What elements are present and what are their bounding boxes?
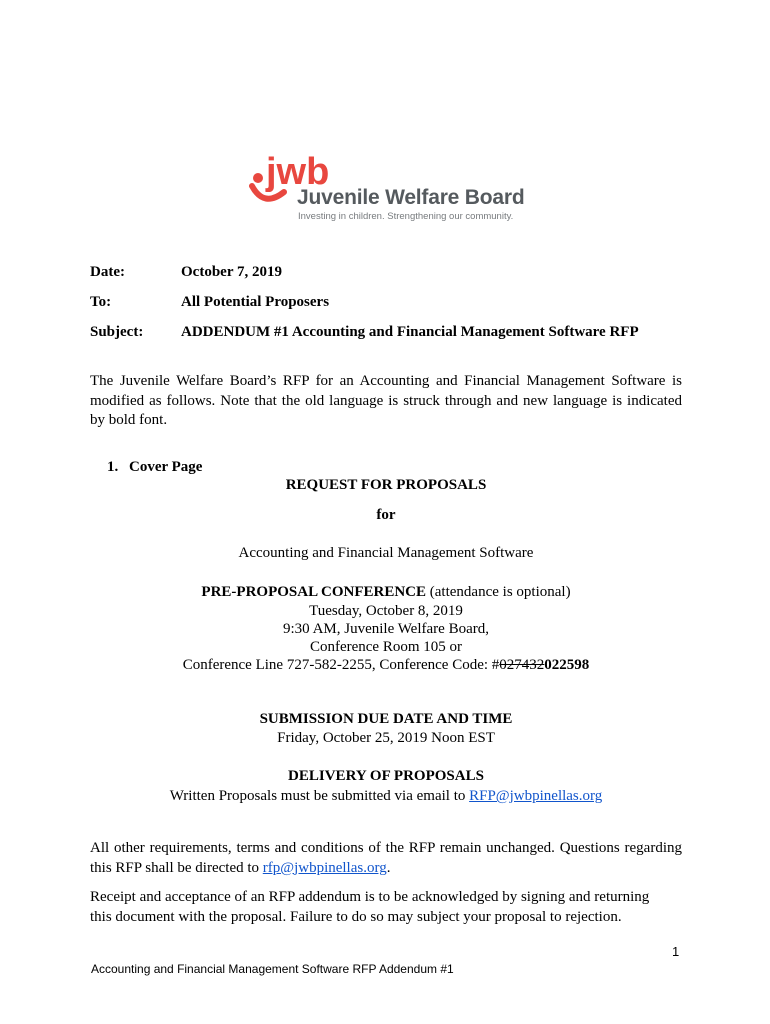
software-name: Accounting and Financial Management Software [238, 545, 534, 561]
subject-label: Subject: [90, 324, 144, 340]
conference-line-prefix: Conference Line 727-582-2255, Conference Code: # [182, 657, 500, 673]
intro-line: by bold font. [90, 412, 168, 428]
closing-line-2 [90, 859, 682, 879]
logo-tagline: Investing in children. Strengthening our community. [298, 211, 514, 222]
questions-email-link[interactable]: rfp@jwbpinellas.org [262, 859, 387, 876]
due-heading: SUBMISSION DUE DATE AND TIME [259, 711, 513, 727]
svg-text:jwb: jwb [266, 151, 330, 193]
to-label: To: [90, 294, 112, 310]
conference-code-new: 022598 [544, 657, 590, 673]
due-value: Friday, October 25, 2019 Noon EST [277, 730, 495, 746]
delivery-text: Written Proposals must be submitted via email to [169, 788, 470, 804]
date-label: Date: [90, 264, 125, 280]
to-value: All Potential Proposers [181, 294, 330, 310]
closing-paragraph-1 [90, 839, 682, 878]
closing-line: All other requirements, terms and conditions of the RFP remain unchanged. Questions regarding [90, 840, 682, 856]
page-number: 1 [672, 944, 680, 959]
conference-note: (attendance is optional) [426, 584, 571, 600]
date-value: October 7, 2019 [181, 264, 282, 280]
delivery-line [90, 788, 682, 805]
section-title: Cover Page [129, 459, 203, 475]
closing-line: Receipt and acceptance of an RFP addendum is to be acknowledged by signing and returning [90, 889, 650, 905]
closing-paragraph-2 [90, 888, 682, 927]
closing-line-suffix: . [386, 859, 391, 876]
intro-line: modified as follows. Note that the old language is struck through and new language is indicated [90, 392, 682, 409]
conference-heading: PRE-PROPOSAL CONFERENCE [201, 584, 427, 600]
logo-organization-name: Juvenile Welfare Board [297, 186, 525, 209]
conference-room: Conference Room 105 or [309, 639, 463, 655]
conference-date: Tuesday, October 8, 2019 [309, 603, 463, 619]
section-heading [107, 459, 202, 476]
subject-value: ADDENDUM #1 Accounting and Financial Management Software RFP [181, 324, 639, 340]
section-number: 1. [107, 459, 119, 475]
conference-code-old: 027432 [499, 657, 545, 673]
closing-line-prefix: this RFP shall be directed to [90, 859, 263, 876]
rfp-heading: REQUEST FOR PROPOSALS [285, 477, 487, 493]
delivery-email-link[interactable]: RFP@jwbpinellas.org [469, 788, 603, 804]
intro-line: The Juvenile Welfare Board’s RFP for an Accounting and Financial Management Software is [90, 373, 682, 389]
conference-time-place: 9:30 AM, Juvenile Welfare Board, [283, 621, 489, 637]
rfp-for: for [376, 507, 396, 523]
page-footer: Accounting and Financial Management Software RFP Addendum #1 [91, 962, 454, 976]
intro-paragraph [90, 372, 682, 431]
delivery-heading: DELIVERY OF PROPOSALS [288, 768, 484, 784]
conference-line [90, 657, 682, 674]
conference-heading-line [90, 584, 682, 601]
closing-line: this document with the proposal. Failure to do so may subject your proposal to rejection. [90, 908, 622, 925]
